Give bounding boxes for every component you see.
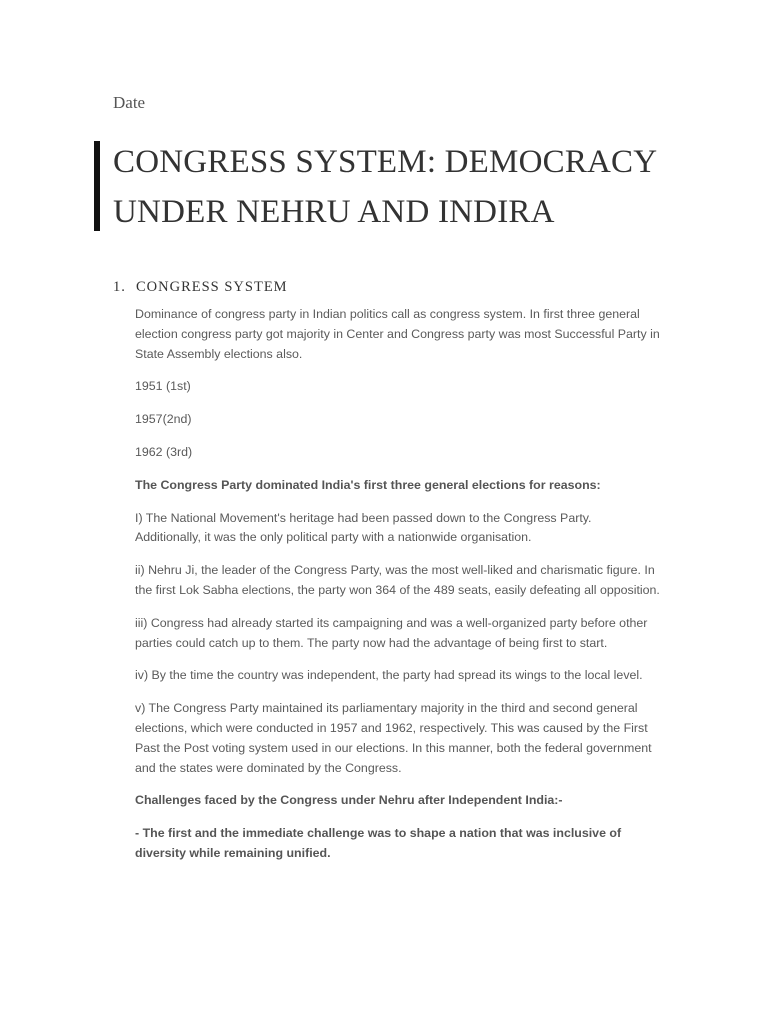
paragraph-intro: Dominance of congress party in Indian politics call as congress system. In first three general election congress party got majority in Center and Congress party was most Successful Party in State Assembly elections also. <box>135 307 660 361</box>
paragraph-reason-1: I) The National Movement's heritage had been passed down to the Congress Party. Additionally, it was the only political party with a nationwide organisation. <box>135 510 592 545</box>
paragraph-election-1951: 1951 (1st) <box>135 379 191 394</box>
section-heading <box>113 279 288 296</box>
paragraph-reasons-heading: The Congress Party dominated India's first three general elections for reasons: <box>135 477 601 492</box>
page-title <box>94 137 714 237</box>
paragraph-election-1957: 1957(2nd) <box>135 412 192 427</box>
section-heading-text: CONGRESS SYSTEM <box>136 279 288 295</box>
date-label: Date <box>113 93 146 112</box>
title-accent-bar <box>94 141 100 231</box>
section-number: 1. <box>113 279 126 295</box>
paragraph-reason-5: v) The Congress Party maintained its parliamentary majority in the third and second general elections, which were conducted in 1957 and 1962, respectively. This was caused by the First Past the Post voting system used in our elections. In this manner, both the federal government and the states were dominated by the Congress. <box>135 701 652 775</box>
paragraph-reason-4: iv) By the time the country was independent, the party had spread its wings to the local level. <box>135 668 643 683</box>
page-title-line-1: CONGRESS SYSTEM: DEMOCRACY <box>113 144 658 180</box>
paragraph-challenge-1: - The first and the immediate challenge was to shape a nation that was inclusive of diversity while remaining unified. <box>135 826 622 860</box>
paragraph-election-1962: 1962 (3rd) <box>135 444 193 459</box>
paragraph-reason-3: iii) Congress had already started its campaigning and was a well-organized party before other parties could catch up to them. The party now had the advantage of being first to start. <box>135 615 648 650</box>
paragraph-reason-2: ii) Nehru Ji, the leader of the Congress Party, was the most well-liked and charismatic figure. In the first Lok Sabha elections, the party won 364 of the 489 seats, easily defeating all opposition. <box>135 563 660 597</box>
title-block <box>94 141 714 237</box>
paragraph-challenges-heading: Challenges faced by the Congress under Nehru after Independent India:- <box>135 793 563 808</box>
page-title-line-2: UNDER NEHRU AND INDIRA <box>113 194 555 230</box>
section-body <box>135 305 660 877</box>
